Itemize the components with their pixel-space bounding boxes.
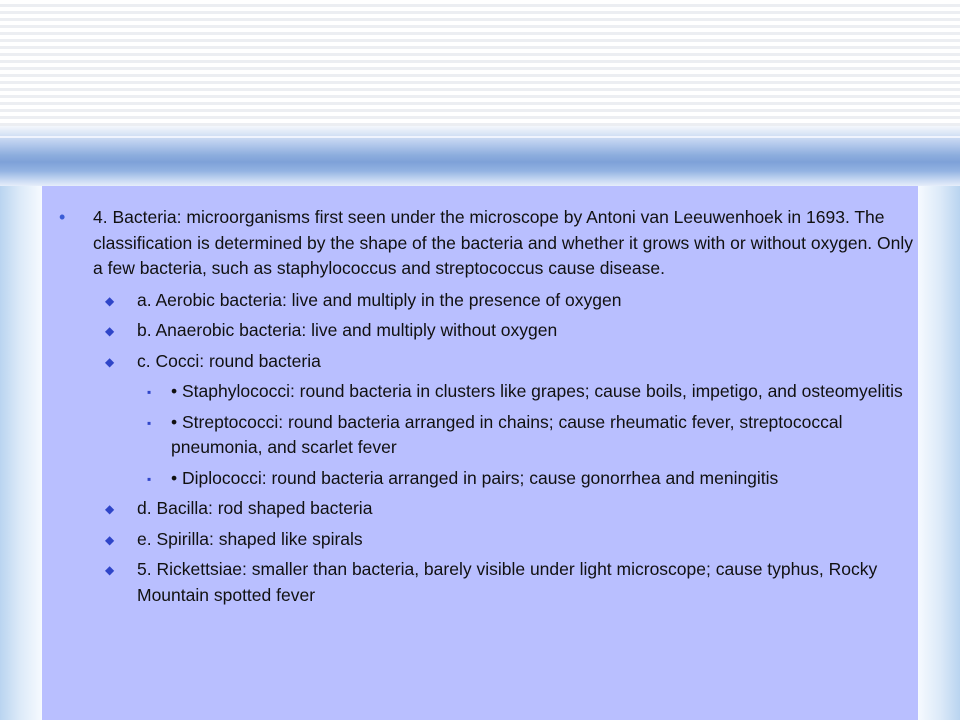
header-stripes (0, 0, 960, 130)
diamond-bullet-icon: ◆ (105, 354, 115, 369)
bullet-dot-icon: • (59, 207, 66, 227)
item-text: • Diplococci: round bacteria arranged in pairs; cause gonorrhea and meningitis (171, 467, 779, 488)
ribbon-highlight (0, 136, 960, 138)
list-item (55, 318, 915, 344)
list-item (55, 410, 915, 461)
diamond-bullet-icon: ◆ (105, 532, 115, 547)
list-item (55, 466, 915, 492)
list-item (55, 496, 915, 522)
diamond-bullet-icon: ◆ (105, 324, 115, 338)
item-text: • Streptococci: round bacteria arranged in chains; cause rheumatic fever, streptococcal pneumonia, and scarlet fever (171, 411, 843, 457)
item-text: 4. Bacteria: microorganisms first seen under the microscope by Antoni van Leeuwenhoek in 1693. The classification is determined by the shape of the bacteria and whether it grows with or without oxygen. Only a few bacteria, such as staphylococcus and streptococcus cause disease. (93, 207, 914, 278)
left-side-column (0, 186, 42, 720)
item-text: d. Bacilla: rod shaped bacteria (137, 498, 373, 518)
square-bullet-icon: ▪ (147, 385, 152, 399)
list-item (55, 349, 915, 375)
item-text: c. Cocci: round bacteria (137, 350, 321, 371)
list-item (55, 205, 915, 282)
diamond-bullet-icon: ◆ (105, 502, 115, 516)
item-text: • Staphylococci: round bacteria in clusters like grapes; cause boils, impetigo, and osteomyelitis (171, 381, 903, 401)
list-item (55, 527, 915, 553)
diamond-bullet-icon: ◆ (105, 563, 115, 577)
bullet-list (55, 205, 915, 613)
list-item (55, 379, 915, 405)
square-bullet-icon: ▪ (147, 471, 152, 486)
item-text: 5. Rickettsiae: smaller than bacteria, barely visible under light microscope; cause typhus, Rocky Mountain spotted fever (137, 559, 878, 605)
right-side-column (918, 186, 960, 720)
square-bullet-icon: ▪ (147, 415, 152, 430)
list-item (55, 288, 915, 314)
header-ribbon (0, 126, 960, 186)
item-text: e. Spirilla: shaped like spirals (137, 528, 363, 549)
item-text: b. Anaerobic bacteria: live and multiply without oxygen (137, 320, 558, 340)
item-text: a. Aerobic bacteria: live and multiply in the presence of oxygen (137, 289, 622, 310)
list-item (55, 557, 915, 608)
diamond-bullet-icon: ◆ (105, 293, 115, 308)
